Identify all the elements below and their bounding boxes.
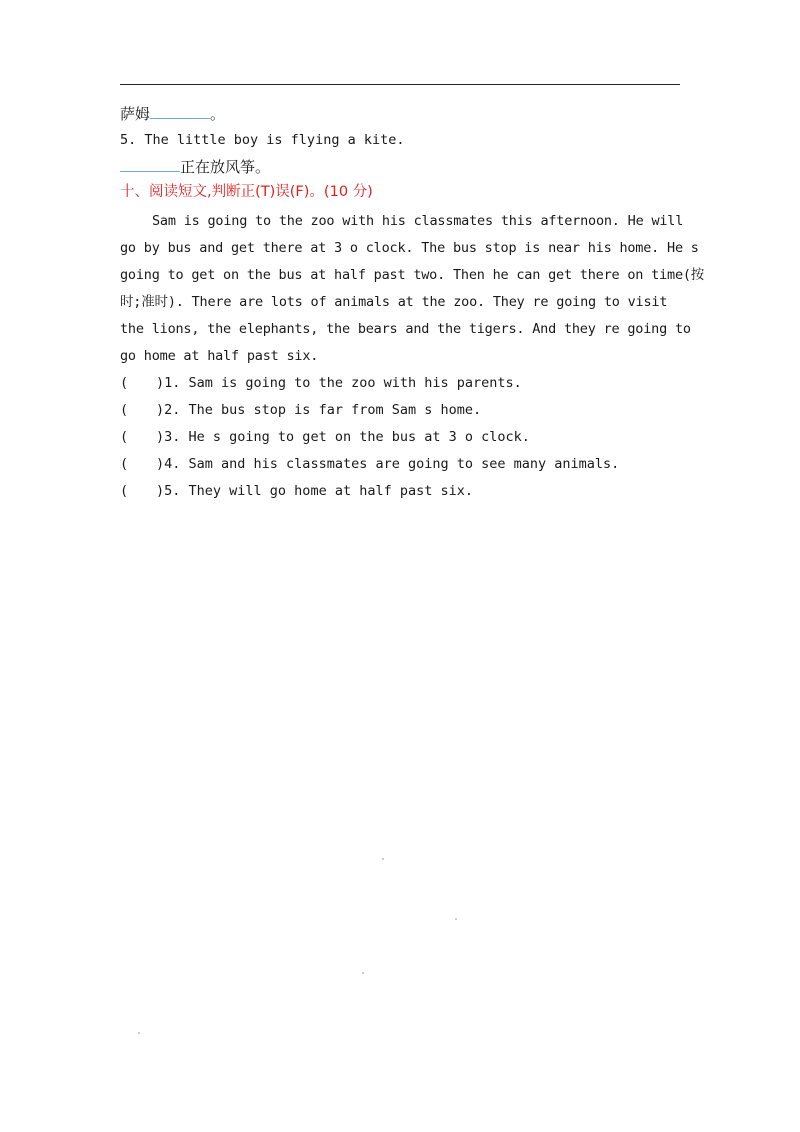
answer-bracket[interactable]: (: [120, 375, 129, 391]
answer-period: 。: [210, 105, 226, 123]
scan-speck: [138, 1032, 140, 1034]
answer-bracket[interactable]: (: [120, 456, 129, 472]
question-item: ( )3. He s going to get on the bus at 3 o clock.: [120, 429, 530, 445]
answer-prefix: 萨姆: [120, 105, 151, 123]
question-text: 2. The bus stop is far from Sam s home.: [164, 402, 482, 418]
passage-line: the lions, the elephants, the bears and the tigers. And they re going to: [120, 321, 691, 337]
item-5-translation-line: [120, 157, 270, 176]
question-text: 5. They will go home at half past six.: [164, 483, 473, 499]
answer-bracket[interactable]: (: [120, 402, 129, 418]
item-5-sentence: 5. The little boy is flying a kite.: [120, 132, 405, 148]
answer-bracket[interactable]: (: [120, 429, 129, 445]
translation-blank[interactable]: [120, 157, 180, 172]
answer-bracket[interactable]: (: [120, 483, 129, 499]
question-text: 3. He s going to get on the bus at 3 o clock.: [164, 429, 530, 445]
passage-line: going to get on the bus at half past two. Then he can get there on time(按: [120, 267, 705, 283]
scan-speck: [382, 858, 384, 860]
question-text: 4. Sam and his classmates are going to see many animals.: [164, 456, 620, 472]
passage-line: 时;准时). There are lots of animals at the zoo. They re going to visit: [120, 294, 668, 310]
question-item: ( )1. Sam is going to the zoo with his parents.: [120, 375, 522, 391]
question-item: ( )4. Sam and his classmates are going to see many animals.: [120, 456, 620, 472]
question-item: ( )5. They will go home at half past six.: [120, 483, 473, 499]
question-text: 1. Sam is going to the zoo with his parents.: [164, 375, 522, 391]
scan-speck: [455, 918, 457, 920]
answer-blank[interactable]: [150, 104, 210, 119]
top-rule: [120, 84, 680, 85]
passage-line: Sam is going to the zoo with his classmates this afternoon. He will: [152, 213, 684, 229]
passage-line: go home at half past six.: [120, 348, 319, 364]
section-heading: 十、阅读短文,判断正(T)误(F)。(10 分): [120, 184, 373, 200]
item-5-translation: 正在放风筝。: [180, 158, 271, 176]
scan-speck: [362, 972, 364, 974]
answer-line-4: [120, 104, 225, 123]
question-item: ( )2. The bus stop is far from Sam s home.: [120, 402, 482, 418]
passage-line: go by bus and get there at 3 o clock. The bus stop is near his home. He s: [120, 240, 699, 256]
